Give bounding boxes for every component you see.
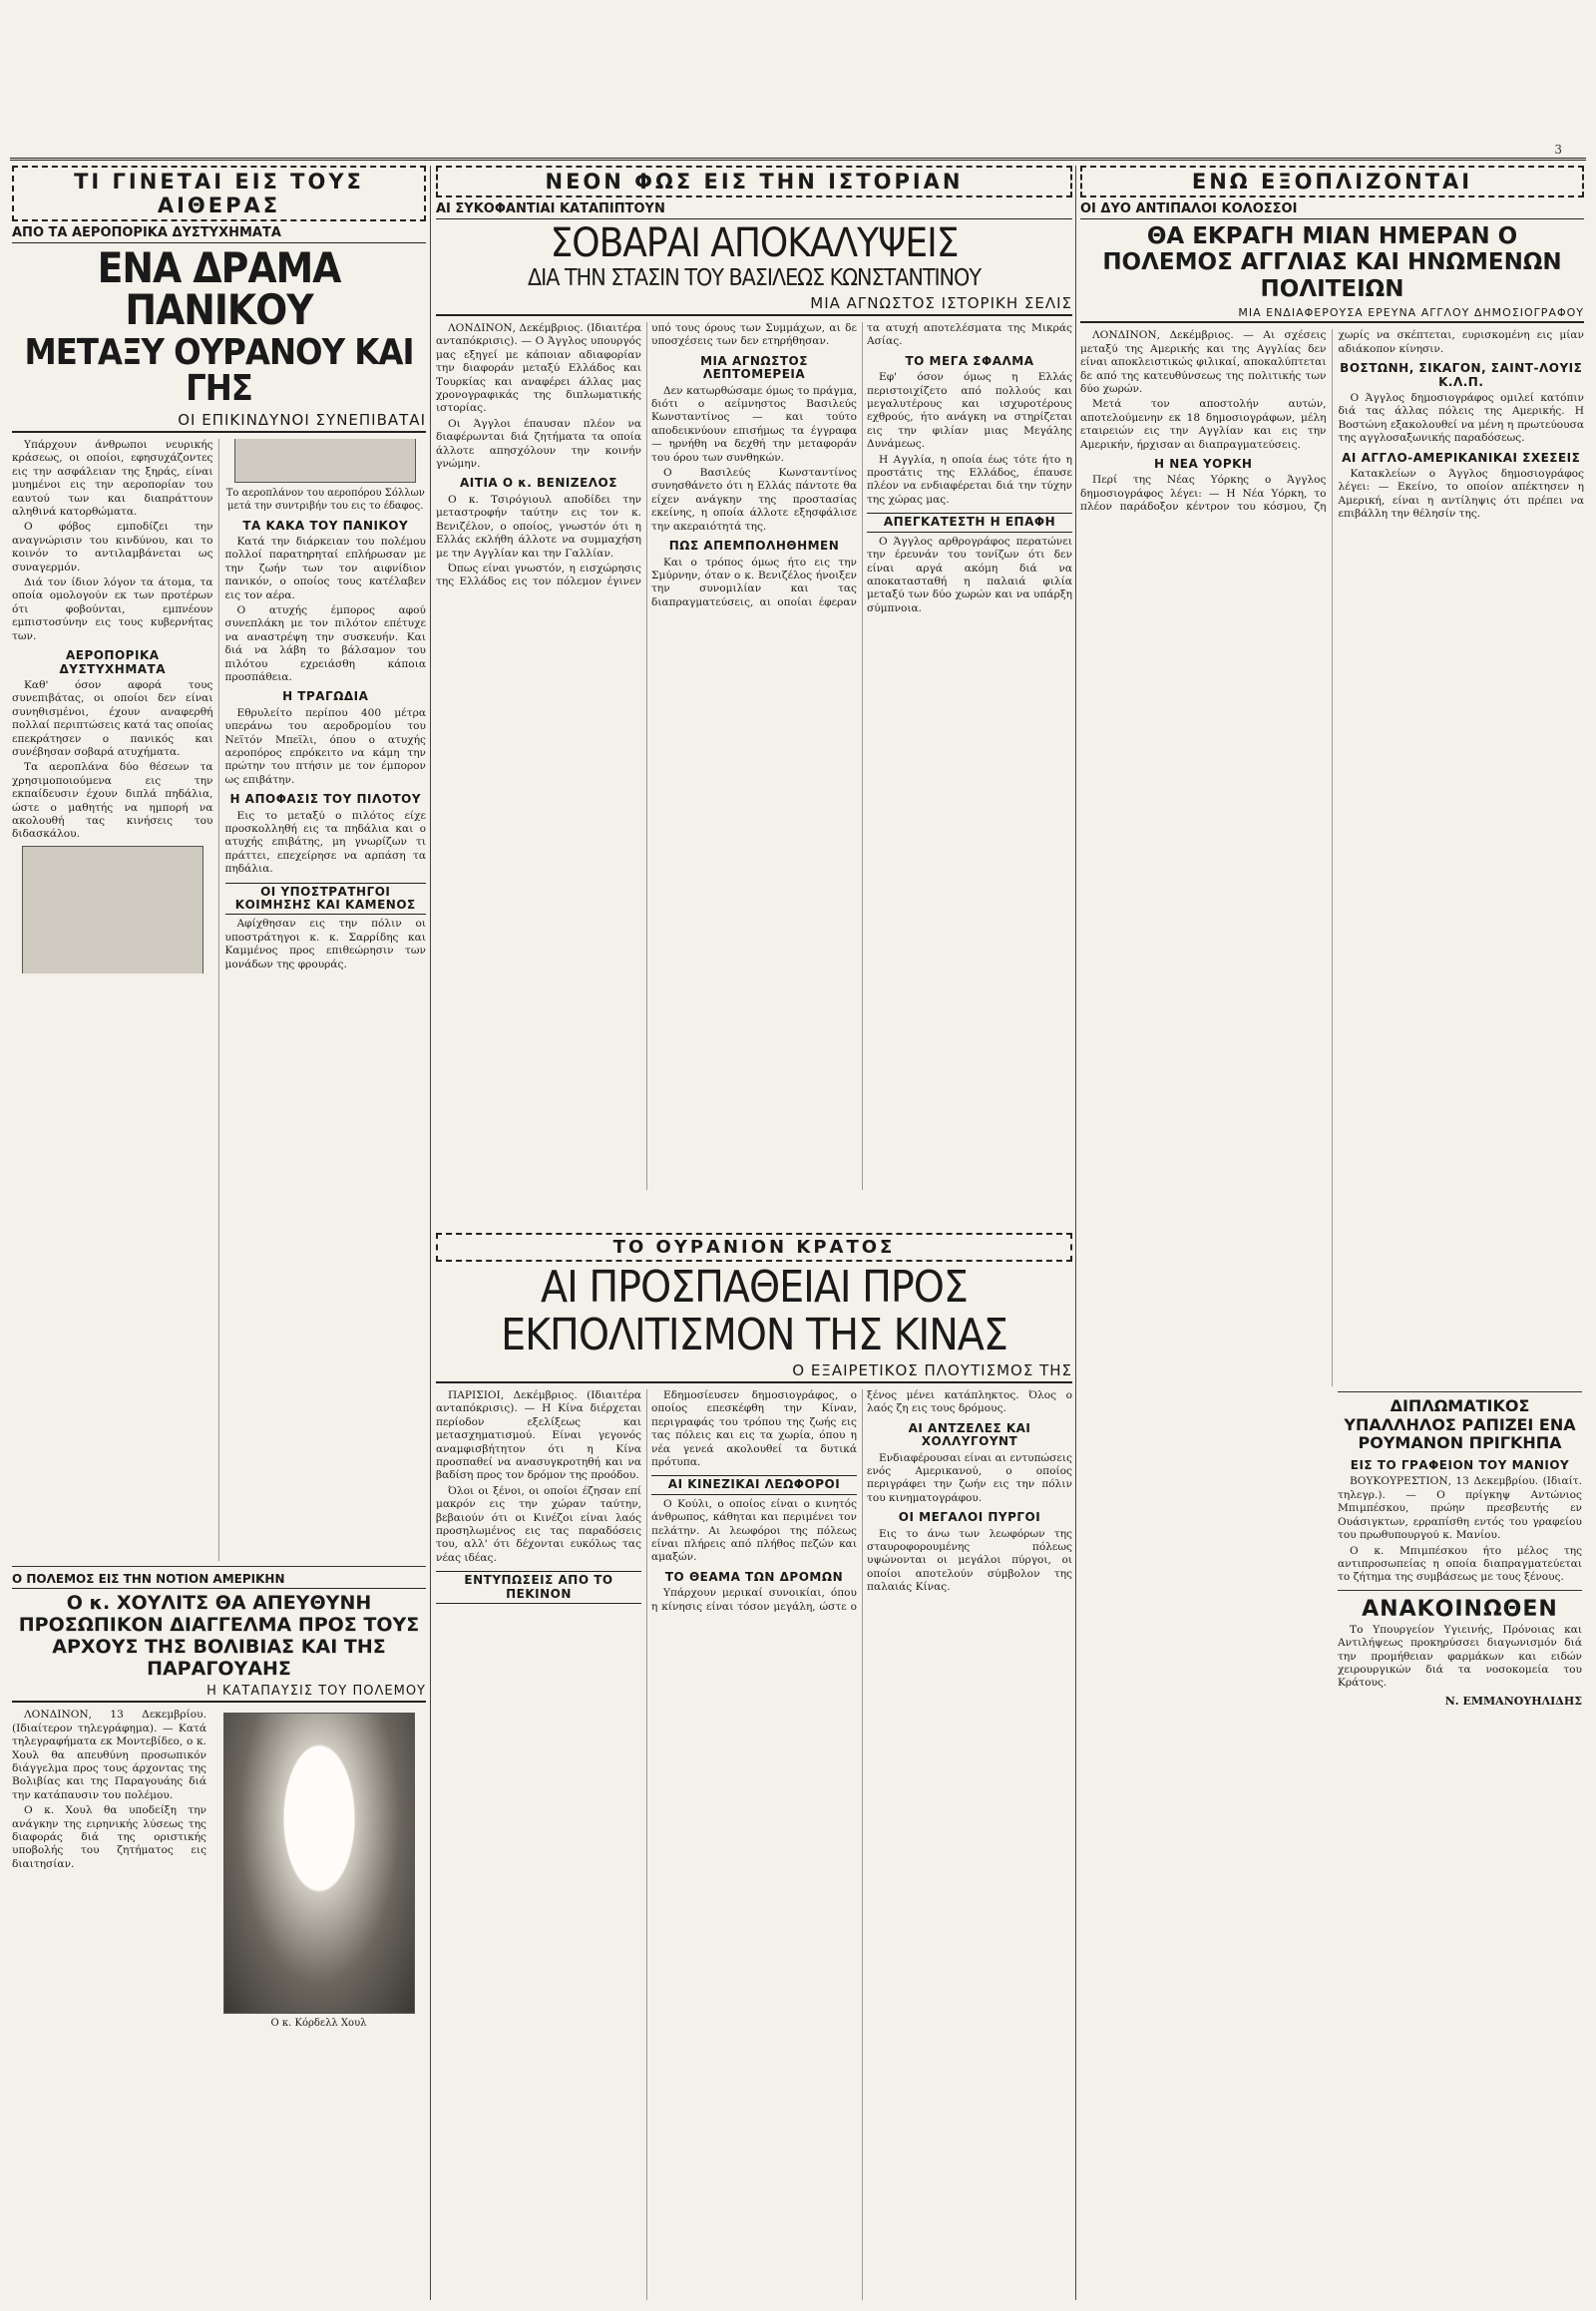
paragraph: Ενδιαφέρουσαι είναι αι εντυπώσεις ενός Αμερικανού, ο οποίος περιγράφει την ζωήν εις την πόλιν του κινηματογράφου. xyxy=(867,1451,1072,1504)
article-divider xyxy=(12,1566,426,1567)
article-subhead: ΜΙΑ ΑΓΝΩΣΤΟΣ ΙΣΤΟΡΙΚΗ ΣΕΛΙΣ xyxy=(436,294,1072,316)
paragraph: Διά τον ίδιον λόγον τα άτομα, τα οποία ομολογούν εκ των προτέρων ότι φοβούνται, εμπνέουν εμπιστοσύνην εις τους κυβερνήτας των. xyxy=(12,577,213,642)
paragraph: Τα αεροπλάνα δύο θέσεων τα χρησιμοποιούμενα εις την εκπαίδευσιν έχουν διπλά πηδάλια, ώστε ο μαθητής να ημπορή να ακολουθή τας κινήσεις του διδασκάλου. xyxy=(12,761,213,841)
article-headline-line2: ΔΙΑ ΤΗΝ ΣΤΑΣΙΝ ΤΟΥ ΒΑΣΙΛΕΩΣ ΚΩΝΣΤΑΝΤΙΝΟΥ xyxy=(528,265,981,291)
page-header-strip xyxy=(0,143,1596,157)
section-kicker: ΤΟ ΟΥΡΑΝΙΟΝ ΚΡΑΤΟΣ xyxy=(436,1233,1072,1262)
paragraph: Καθ' όσον αφορά τους συνεπιβάτας, οι οποίοι δεν είναι συνηθισμένοι, έχουν αναφερθή πολλαί περιπτώσεις κατά τας οποίας επεκράτησεν ο πανικός και συνέβησαν σοβαρά ατυχήματα. xyxy=(12,678,213,758)
paragraph: Κατακλείων ο Άγγλος δημοσιογράφος λέγει: — Εκείνο, το οποίον απέκτησεν η Αμερική, είναι η αντίληψις ότι πρέπει να επιβάλλη την θέλησίν της. xyxy=(1338,467,1584,521)
section-heading: Η ΤΡΑΓΩΔΙΑ xyxy=(282,689,369,704)
paragraph: Το Υπουργείον Υγιεινής, Πρόνοιας και Αντιλήψεως προκηρύσσει διαγωνισμόν διά την προμήθειαν φαρμάκων και ειδών χειρουργικών διά τα νοσοκομεία του Κράτους. xyxy=(1338,1623,1582,1690)
section-heading: ΤΟ ΘΕΑΜΑ ΤΩΝ ΔΡΟΜΩΝ xyxy=(664,1569,844,1584)
section-heading: ΑΙΤΙΑ Ο κ. ΒΕΝΙΖΕΛΟΣ xyxy=(460,476,617,491)
article-headline-line2: ΕΚΠΟΛΙΤΙΣΜΟΝ ΤΗΣ ΚΙΝΑΣ xyxy=(501,1310,1007,1360)
announcement-body xyxy=(1338,1624,1582,1691)
article-headline: ΣΟΒΑΡΑΙ ΑΠΟΚΑΛΥΨΕΙΣ xyxy=(550,220,959,266)
notice-subheading: ΕΙΣ ΤΟ ΓΡΑΦΕΙΟΝ ΤΟΥ ΜΑΝΙΟΥ xyxy=(1350,1458,1570,1473)
section-heading: ΜΙΑ ΑΓΝΩΣΤΟΣ ΛΕΠΤΟΜΕΡΕΙΑ xyxy=(700,353,808,382)
article-body xyxy=(436,322,1072,1190)
section-heading: ΤΑ ΚΑΚΑ ΤΟΥ ΠΑΝΙΚΟΥ xyxy=(242,518,409,533)
paragraph: Εθρυλείτο περίπου 400 μέτρα υπεράνω του αεροδρομίου του Νεϊτόν Μπεϊλι, όπου ο ατυχής αεροπόρος επρόκειτο να κάμη την πρώτην του πτήσιν με τον έμπορον ως επιβάτην. xyxy=(224,706,426,786)
article-divider xyxy=(1338,1590,1582,1591)
section-heading: ΟΙ ΥΠΟΣΤΡΑΤΗΓΟΙ ΚΟΙΜΗΣΗΣ ΚΑΙ ΚΑΜΕΝΟΣ xyxy=(225,883,427,916)
paragraph: Ο Βασιλεύς Κωνσταντίνος συνησθάνετο ότι η Ελλάς πάντοτε θα είχεν ανάγκην της προστασίας εκείνης, η οποία άλλοτε εξησφάλισε την ακεραιότητά της. xyxy=(651,467,857,533)
article-king-constantine xyxy=(436,166,1072,1223)
top-rule xyxy=(10,158,1586,161)
section-kicker: ΕΝΩ ΕΞΟΠΛΙΖΟΝΤΑΙ xyxy=(1080,166,1584,197)
article-headline: ΑΙ ΠΡΟΣΠΑΘΕΙΑΙ ΠΡΟΣ xyxy=(541,1262,968,1313)
notice-headline: ΔΙΠΛΩΜΑΤΙΚΟΣ ΥΠΑΛΛΗΛΟΣ ΡΑΠΙΖΕΙ ΕΝΑ ΡΟΥΜΑΝΟΝ ΠΡΙΓΚΗΠΑ xyxy=(1344,1396,1576,1453)
section-kicker: ΤΙ ΓΙΝΕΤΑΙ ΕΙΣ ΤΟΥΣ ΑΙΘΕΡΑΣ xyxy=(12,166,426,221)
article-body xyxy=(12,439,426,1561)
paragraph: Ο ατυχής έμπορος αφού συνεπλάκη με τον πιλότον επέτυχε να αναστρέψη την συσκευήν. Και διά να λάβη το βάλσαμον του πιλότου εχρειάσθη κάποια προσπάθεια. xyxy=(224,603,426,683)
photo-caption: Το αεροπλάνον του αεροπόρου Σόλλων μετά την συντριβήν του εις το έδαφος. xyxy=(225,487,425,513)
paragraph: Όλοι οι ξένοι, οι οποίοι έζησαν επί μακρόν εις την χώραν ταύτην, βεβαιούν ότι οι Κινέζοι είναι λαός προσηλωμένος εις τας παραδόσεις του, αλλ' ότι δέχονται ευκόλως τας νέας ιδέας. xyxy=(436,1484,641,1564)
section-heading: ΤΟ ΜΕΓΑ ΣΦΑΛΜΑ xyxy=(905,353,1034,368)
paragraph: Ο Άγγλος αρθρογράφος περατώνει την έρευνάν του τονίζων ότι δεν είναι αργά ακόμη διά να αποκατασταθή η παλαιά φιλία μεταξύ των δύο χωρών και να υπάρξη σύμπνοια. xyxy=(867,535,1072,614)
paragraph: Ο κ. Τσιρόγιουλ αποδίδει την μεταστροφήν ταύτην εις τον κ. Βενιζέλον, ο οποίος, γνωστόν ότι η Ελλάς εκλήθη άλλοτε να συμμαχήση με την Αγγλίαν και την Γαλλίαν. xyxy=(436,493,641,560)
article-body xyxy=(12,1709,206,2035)
article-subhead: ΟΙ ΕΠΙΚΙΝΔΥΝΟΙ ΣΥΝΕΠΙΒΑΤΑΙ xyxy=(12,411,426,433)
column-divider xyxy=(430,166,431,2300)
column-divider xyxy=(1075,166,1076,2300)
article-headline: ΘΑ ΕΚΡΑΓΗ ΜΙΑΝ ΗΜΕΡΑΝ Ο ΠΟΛΕΜΟΣ ΑΓΓΛΙΑΣ ΚΑΙ ΗΝΩΜΕΝΩΝ ΠΟΛΙΤΕΙΩΝ xyxy=(1102,223,1562,302)
section-heading: ΑΙ ΑΓΓΛΟ-ΑΜΕΡΙΚΑΝΙΚΑΙ ΣΧΕΣΕΙΣ xyxy=(1342,450,1581,465)
paragraph: Αφίχθησαν εις την πόλιν οι υποστράτηγοι κ. κ. Σαρρίδης και Καμμένος προς επιθεώρησιν των μονάδων της φρουράς. xyxy=(224,918,426,970)
article-body xyxy=(436,1389,1072,2300)
hull-portrait-photo xyxy=(223,1713,415,2014)
article-headline-line2: ΜΕΤΑΞΥ ΟΥΡΑΝΟΥ ΚΑΙ ΓΗΣ xyxy=(24,332,414,409)
paragraph: Δεν κατωρθώσαμε όμως το πράγμα, διότι ο αείμνηστος Βασιλεύς Κωνσταντίνος — και τούτο αποδεικνύουν επισήμως τα έγγραφα — ηρνήθη να δεχθή την μεταφοράν του όρου των συνθηκών. xyxy=(651,384,857,464)
paragraph: Οι Άγγλοι έπαυσαν πλέον να διαφέρωνται διά ζητήματα τα οποία άλλοτε απησχόλουν την κοινήν γνώμην. xyxy=(436,417,641,471)
paragraph: Όπως είναι γνωστόν, η εισχώρησις της Ελλάδος εις τον πόλεμον έγινεν υπό τους όρους των Συμμάχων, αι δε υποσχέσεις των δεν ετηρήθησαν. xyxy=(436,322,857,588)
section-heading: ΑΠΕΓΚΑΤΕΣΤΗ Η ΕΠΑΦΗ xyxy=(867,513,1072,532)
notice-body xyxy=(1338,1475,1582,1584)
paragraph: ΠΑΡΙΣΙΟΙ, Δεκέμβριος. (Ιδιαιτέρα ανταπόκρισις). — Η Κίνα διέρχεται περίοδον εξελίξεως και μετασχηματισμού. Είναι γεγονός αναμφισβήτητον ότι η Κίνα προσπαθεί να ανασυγκροτηθή και να βαδίση προς τον δρόμον της προόδου. xyxy=(436,1389,641,1482)
war-article-layout xyxy=(12,1709,426,2035)
section-heading: ΒΟΣΤΩΝΗ, ΣΙΚΑΓΟΝ, ΣΑΙΝΤ-ΛΟΥΙΣ Κ.Λ.Π. xyxy=(1340,361,1583,389)
section-heading: ΠΩΣ ΑΠΕΜΠΟΛΗΘΗΜΕΝ xyxy=(668,539,840,554)
article-headline: ΕΝΑ ΔΡΑΜΑ ΠΑΝΙΚΟΥ xyxy=(97,243,341,334)
photo-caption: Ο κ. Κόρδελλ Χουλ xyxy=(270,2018,367,2030)
paragraph: Ο Άγγλος δημοσιογράφος ομιλεί κατόπιν διά τας άλλας πόλεις της Αμερικής. Η Βοστώνη εξακολουθεί να μένη η πρωτεύουσα της αγγλοσαξωνικής παραδόσεως. xyxy=(1338,391,1584,445)
section-subkicker: ΑΙ ΣΥΚΟΦΑΝΤΙΑΙ ΚΑΤΑΠΙΠΤΟΥΝ xyxy=(436,201,1072,219)
section-heading: ΕΝΤΥΠΩΣΕΙΣ ΑΠΟ ΤΟ ΠΕΚΙΝΟΝ xyxy=(436,1571,641,1604)
section-heading: ΑΕΡΟΠΟΡΙΚΑ ΔΥΣΤΥΧΗΜΑΤΑ xyxy=(59,648,167,676)
article-china xyxy=(436,1233,1072,2300)
article-subhead: Η ΚΑΤΑΠΑΥΣΙΣ ΤΟΥ ΠΟΛΕΜΟΥ xyxy=(12,1684,426,1703)
article-divider xyxy=(1338,1391,1582,1392)
article-headline: Ο κ. ΧΟΥΛΙΤΣ ΘΑ ΑΠΕΥΘΥΝΗ ΠΡΟΣΩΠΙΚΟΝ ΔΙΑΓΓΕΛΜΑ ΠΡΟΣ ΤΟΥΣ ΑΡΧΟΥΣ ΤΗΣ ΒΟΛΙΒΙΑΣ ΚΑΙ ΤΗΣ ΠΑΡΑΓΟΥΑΗΣ xyxy=(18,1592,420,1680)
section-heading: ΑΙ ΚΙΝΕΖΙΚΑΙ ΛΕΩΦΟΡΟΙ xyxy=(651,1475,857,1494)
section-heading: ΑΙ ΑΝΤΖΕΛΕΣ ΚΑΙ ΧΟΛΛΥΓΟΥΝΤ xyxy=(908,1420,1031,1449)
paragraph: Η Αγγλία, η οποία έως τότε ήτο η προστάτις της Ελλάδος, έπαυσε πλέον να ενδιαφέρεται διά την τύχην της χώρας μας. xyxy=(867,453,1072,506)
article-aviation-panic xyxy=(12,166,426,2300)
section-heading: Η ΝΕΑ ΥΟΡΚΗ xyxy=(1154,456,1253,471)
paragraph: Υπάρχουν άνθρωποι νευρικής κράσεως, οι οποίοι, εφησυχάζοντες εις την ασφάλειαν της ξηράς, είναι μυημένοι εις την αεροπορίαν του εαυτού των και διαπράττουν αληθινά κατορθώματα. xyxy=(12,439,213,519)
article-subhead: Ο ΕΞΑΙΡΕΤΙΚΟΣ ΠΛΟΥΤΙΣΜΟΣ ΤΗΣ xyxy=(436,1361,1072,1383)
paragraph: Εις το άνω των λεωφόρων της σταυροφορουμένης πόλεως υψώνονται οι μεγάλοι πύργοι, οι οποίοι αποτελούν σύμβολον της παλαιάς Κίνας. xyxy=(867,1527,1072,1594)
paragraph: Ο φόβος εμποδίζει την αναγνώρισιν του κινδύνου, και το κοινόν το αντιλαμβάνεται ως συναγερμόν. xyxy=(12,521,213,574)
article-anglo-american-war xyxy=(1080,166,1584,2300)
section-kicker: ΝΕΟΝ ΦΩΣ ΕΙΣ ΤΗΝ ΙΣΤΟΡΙΑΝ xyxy=(436,166,1072,197)
article-body xyxy=(1080,329,1584,1386)
paragraph: Ο Κούλι, ο οποίος είναι ο κινητός άνθρωπος, κάθηται και περιμένει τον πελάτην. Αι λεωφόροι της πόλεως είναι πλήρεις από πλήθος πεζών και αμαξών. xyxy=(651,1497,857,1564)
paragraph: ΒΟΥΚΟΥΡΕΣΤΙΟΝ, 13 Δεκεμβρίου. (Ιδιαίτ. τηλεγρ.). — Ο πρίγκηψ Αντώνιος Μπιμπέσκου, πρώην πρεσβευτής εν Ουάσιγκτων, ερραπίσθη εντός του γραφείου του πρωθυπουργού κ. Μανίου. xyxy=(1338,1475,1582,1542)
section-subkicker: Ο ΠΟΛΕΜΟΣ ΕΙΣ ΤΗΝ ΝΟΤΙΟΝ ΑΜΕΡΙΚΗΝ xyxy=(12,1572,426,1589)
paragraph: Εις το μεταξύ ο πιλότος είχε προσκολληθή εις τα πηδάλια και ο ατυχής επιβάτης, μη γνωρίζων τι πράττει, επεχείρησε να αρπάση τα πηδάλια. xyxy=(224,809,426,876)
paragraph: ΛΟΝΔΙΝΟΝ, Δεκέμβριος. — Αι σχέσεις μεταξύ της Αμερικής και της Αγγλίας δεν είναι αποκλειστικώς φιλικαί, αποκαλύπτεται δε από της κατευθύνσεως της πολιτικής των δύο χωρών. xyxy=(1080,329,1327,395)
section-heading: ΟΙ ΜΕΓΑΛΟΙ ΠΥΡΓΟΙ xyxy=(898,1510,1041,1525)
portrait-block xyxy=(216,1709,421,2035)
article-subhead: ΜΙΑ ΕΝΔΙΑΦΕΡΟΥΣΑ ΕΡΕΥΝΑ ΑΓΓΛΟΥ ΔΗΜΟΣΙΟΓΡΑΦΟΥ xyxy=(1080,306,1584,323)
section-subkicker: ΑΠΟ ΤΑ ΑΕΡΟΠΟΡΙΚΑ ΔΥΣΤΥΧΗΜΑΤΑ xyxy=(12,225,426,243)
paragraph: ΛΟΝΔΙΝΟΝ, 13 Δεκεμβρίου. (Ιδιαίτερον τηλεγράφημα). — Κατά τηλεγραφήματα εκ Μοντεβίδεο, ο κ. Χουλ θα απευθύνη προσωπικόν διάγγελμα προς τους άρχοντας της Βολιβίας και της Παραγουάης διά την κατάπαυσιν του πολέμου. xyxy=(12,1709,206,1801)
announcement-heading: ΑΝΑΚΟΙΝΩΘΕΝ xyxy=(1362,1596,1558,1622)
paragraph: Ο κ. Χουλ θα υποδείξη την ανάγκην της ειρηνικής λύσεως της διαφοράς διά της οριστικής υποβολής του ζητήματος εις διαιτησίαν. xyxy=(12,1804,206,1870)
paragraph: Εφ' όσον όμως η Ελλάς περιστοιχίζετο από πολλούς και μεγαλυτέρους και ισχυροτέρους εχθρούς, ήτο ανάγκη να στηρίζεται εις την φιλίαν μιας Μεγάλης Δυνάμεως. xyxy=(867,371,1072,451)
announcement-signature: Ν. ΕΜΜΑΝΟΥΗΛΙΔΗΣ xyxy=(1444,1694,1582,1708)
paragraph: Και ο τρόπος όμως ήτο εις την Σμύρνην, όταν ο κ. Βενιζέλος ήνοιξεν την συνομιλίαν και τας διαπραγματεύσεις, αι οποίαι έφεραν τα ατυχή αποτελέσματα της Μικράς Ασίας. xyxy=(651,322,1072,608)
paragraph: Εδημοσίευσεν δημοσιογράφος, ο οποίος επεσκέφθη την Κίναν, περιγραφάς του τρόπου της ζωής εις τας πόλεις και εις τα χωρία, όπου η νέα γενεά ακολουθεί τα δυτικά πρότυπα. xyxy=(651,1389,857,1469)
page-number: 3 xyxy=(1554,143,1566,157)
notices-column xyxy=(1338,1391,1582,1707)
section-subkicker: ΟΙ ΔΥΟ ΑΝΤΙΠΑΛΟΙ ΚΟΛΟΣΣΟΙ xyxy=(1080,201,1584,219)
paragraph: Περί της Νέας Υόρκης ο Άγγλος δημοσιογράφος λέγει: — Η Νέα Υόρκη, το πλέον παράδοξον κέντρον του κόσμου, ζη χωρίς να σκέπτεται, ευρισκομένη εις μίαν αδιάκοπον κίνησιν. xyxy=(1080,329,1584,514)
paragraph: Μετά τον αποστολήν αυτών, αποτελούμενην εκ 18 δημοσιογράφων, μέλη εταιρειών εις την Αγγλίαν και εις την Αμερικήν, ήρχισαν αι διαπραγματεύσεις. xyxy=(1080,398,1327,451)
paragraph: Ο κ. Μπιμπέσκου ήτο μέλος της αντιπροσωπείας η οποία διαπραγματεύεται το ζήτημα της συμβάσεως με τους ξένους. xyxy=(1338,1544,1582,1584)
paragraph: ΛΟΝΔΙΝΟΝ, Δεκέμβριος. (Ιδιαιτέρα ανταπόκρισις). — Ο Άγγλος υπουργός μας εξηγεί με κάποιαν αδιαφορίαν την διαφοράν μεταξύ Ελλάδος και Τουρκίας και αναφέρει άλλας μας χρονογραφικάς της διπλωματικής ιστορίας. xyxy=(436,322,641,415)
section-heading: Η ΑΠΟΦΑΣΙΣ ΤΟΥ ΠΙΛΟΤΟΥ xyxy=(229,792,422,807)
paragraph: Κατά την διάρκειαν του πολέμου πολλοί παρατηρηταί επλήρωσαν με την ζωήν των τον αιφνίδιον πανικόν, ο οποίος τους κατέλαβεν εις τον αέρα. xyxy=(224,535,426,601)
paragraph: Υπάρχουν μερικαί συνοικίαι, όπου η κίνησις είναι τόσον μεγάλη, ώστε ο ξένος μένει κατάπληκτος. Όλος ο λαός ζη εις τους δρόμους. xyxy=(651,1389,1072,1613)
